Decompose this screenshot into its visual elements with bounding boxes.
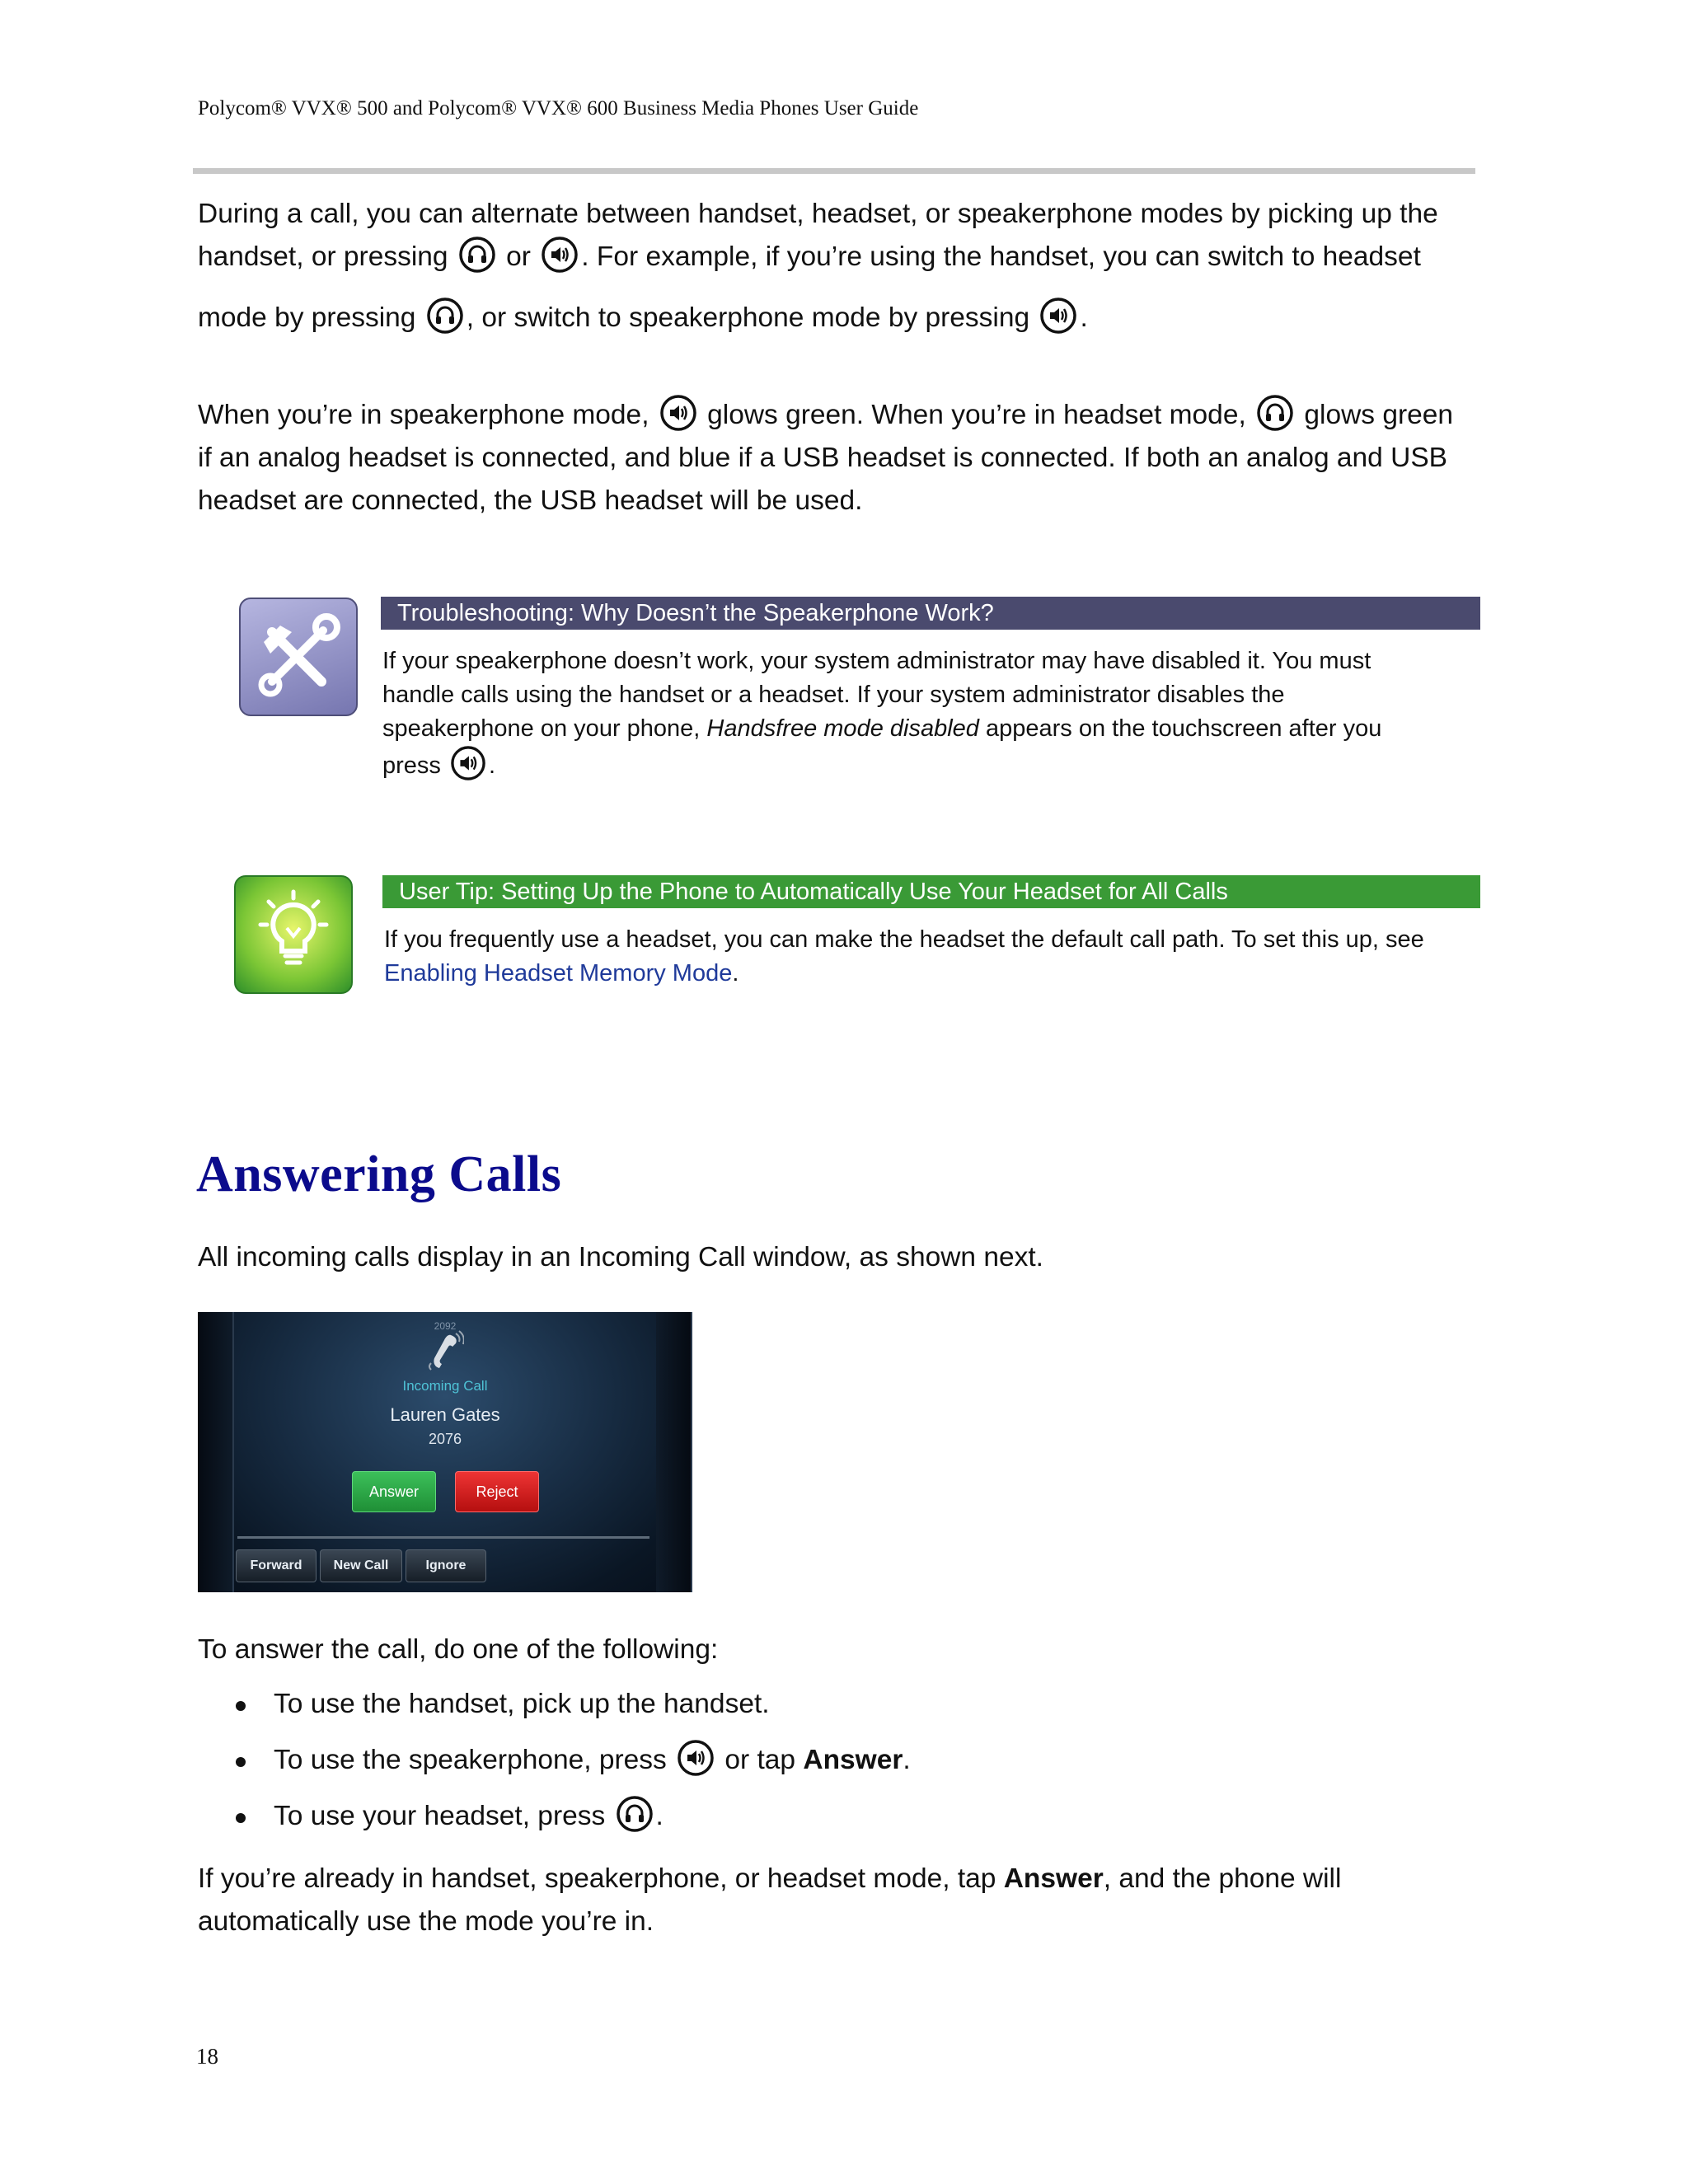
bullet-dot <box>236 1701 246 1711</box>
text-line: If your speakerphone doesn’t work, your system administrator may have disabled it. You must <box>382 648 1372 674</box>
italic-phrase: Handsfree mode disabled <box>706 715 979 742</box>
text-line: automatically use the mode you’re in. <box>198 1906 654 1937</box>
headset-icon <box>427 298 463 334</box>
troubleshooting-body <box>382 644 1487 783</box>
text-line <box>382 712 1487 746</box>
line-number: 2092 <box>434 1320 457 1332</box>
text-line: If you frequently use a headset, you can make the headset the default call path. To set this up, see <box>384 926 1424 953</box>
ignore-softkey[interactable]: Ignore <box>406 1549 486 1582</box>
text-line: handle calls using the handset or a headset. If your system administrator disables the <box>382 682 1285 708</box>
speaker-icon <box>451 746 485 780</box>
reject-button[interactable]: Reject <box>455 1471 539 1512</box>
incoming-call-screenshot <box>198 1312 692 1592</box>
text-run: handset, or pressing <box>198 241 448 272</box>
forward-softkey[interactable]: Forward <box>236 1549 316 1582</box>
ringing-handset-icon <box>426 1330 464 1371</box>
answer-steps-list <box>231 1683 1467 1851</box>
softkey-divider <box>237 1536 649 1539</box>
text-run: To use your headset, press <box>274 1801 606 1831</box>
headset-icon <box>617 1796 653 1832</box>
closing-paragraph <box>198 1858 1484 1943</box>
text-run: , and the phone will <box>1103 1863 1342 1894</box>
speaker-icon <box>660 395 696 431</box>
section-intro: All incoming calls display in an Incoming Call window, as shown next. <box>198 1242 1043 1272</box>
speaker-icon <box>678 1740 714 1776</box>
text-run: appears on the touchscreen after you <box>985 715 1382 742</box>
page-number: 18 <box>196 2044 218 2069</box>
bold-term: Answer <box>1003 1863 1104 1894</box>
lightbulb-icon <box>234 875 353 994</box>
answer-lead: To answer the call, do one of the following: <box>198 1634 719 1665</box>
troubleshooting-title: Troubleshooting: Why Doesn’t the Speakerphone Work? <box>381 597 1480 630</box>
enabling-headset-memory-mode-link[interactable]: Enabling Headset Memory Mode <box>384 960 733 987</box>
screen-bezel-right <box>656 1312 692 1592</box>
text-run: . <box>1080 302 1088 333</box>
text-run: mode by pressing <box>198 302 416 333</box>
text-run: , or switch to speakerphone mode by pressing <box>466 302 1030 333</box>
speaker-icon <box>542 237 578 273</box>
running-header: Polycom® VVX® 500 and Polycom® VVX® 600 Business Media Phones User Guide <box>198 97 919 120</box>
intro-paragraph-1 <box>198 193 1484 340</box>
text-run: glows green <box>1304 400 1454 430</box>
text-line <box>198 394 1484 437</box>
bullet-dot <box>236 1757 246 1767</box>
text-run: . <box>655 1801 663 1831</box>
text-run: If you’re already in handset, speakerphone, or headset mode, tap <box>198 1863 996 1894</box>
text-run: To use the speakerphone, press <box>274 1745 667 1775</box>
new-call-softkey[interactable]: New Call <box>320 1549 402 1582</box>
text-run: press <box>382 752 441 779</box>
text-run: . <box>903 1745 911 1775</box>
intro-paragraph-2 <box>198 394 1484 523</box>
speaker-icon <box>1040 298 1076 334</box>
text-line <box>198 297 1484 340</box>
answer-button[interactable]: Answer <box>352 1471 436 1512</box>
text-line <box>198 1858 1484 1900</box>
list-item <box>231 1683 1467 1739</box>
headset-icon <box>1257 395 1293 431</box>
text-run: or tap <box>724 1745 796 1775</box>
bullet-dot <box>236 1813 246 1823</box>
text-run: speakerphone on your phone, <box>382 715 701 742</box>
user-tip-body <box>384 923 1489 991</box>
text-line: if an analog headset is connected, and blue if a USB headset is connected. If both an analog and USB <box>198 443 1448 473</box>
text-run: When you’re in speakerphone mode, <box>198 400 649 430</box>
text-run: or <box>506 241 531 272</box>
text-line: During a call, you can alternate between handset, headset, or speakerphone modes by picking up the <box>198 199 1438 229</box>
headset-icon <box>459 237 495 273</box>
section-title: Answering Calls <box>196 1146 562 1202</box>
list-item <box>231 1795 1467 1851</box>
text-line <box>382 749 1487 783</box>
text-run: . For example, if you’re using the handset, you can switch to headset <box>581 241 1421 272</box>
incoming-call-label: Incoming Call <box>402 1378 488 1394</box>
caller-name: Lauren Gates <box>390 1404 500 1425</box>
caller-number: 2076 <box>428 1431 462 1447</box>
user-tip-title: User Tip: Setting Up the Phone to Automatically Use Your Headset for All Calls <box>382 875 1480 908</box>
list-item <box>231 1739 1467 1795</box>
text-run: To use the handset, pick up the handset. <box>274 1689 770 1719</box>
text-line <box>384 957 1489 991</box>
text-run: . <box>488 752 496 779</box>
text-line <box>198 236 1484 279</box>
tools-icon <box>239 598 358 716</box>
text-line: headset are connected, the USB headset will be used. <box>198 485 863 516</box>
text-run: glows green. When you’re in headset mode, <box>707 400 1246 430</box>
header-rule <box>193 168 1475 174</box>
text-run: . <box>732 960 739 987</box>
bold-term: Answer <box>803 1745 903 1775</box>
screen-bezel-left <box>198 1312 234 1592</box>
